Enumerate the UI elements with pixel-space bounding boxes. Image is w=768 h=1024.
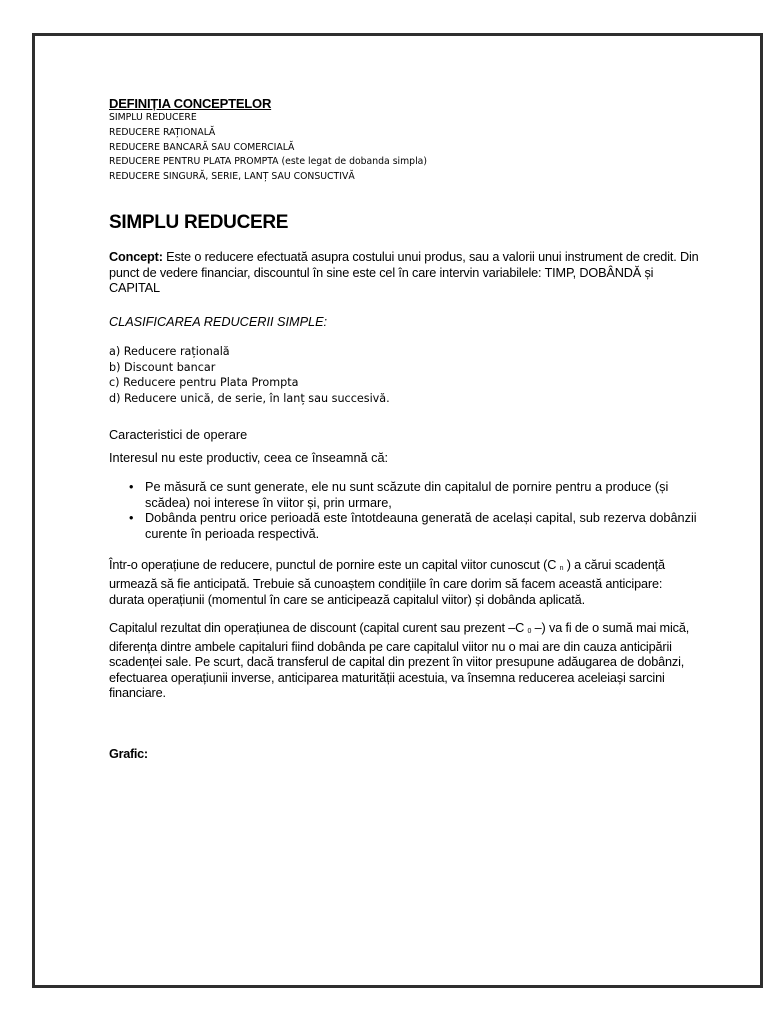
subscript: n [559,565,564,573]
paragraph-present-capital [109,621,699,702]
section-title: SIMPLU REDUCERE [109,211,289,233]
document-page [32,33,763,988]
concept-text: Este o reducere efectuată asupra costului unui produs, sau a valorii unui instrument de credit. Din punct de vedere financiar, discountul în sine este cel în care intervin variabilele: TIMP, DOBÂNDĂ și CAPITAL [109,249,699,296]
definitions-title: DEFINIȚIA CONCEPTELOR [109,96,272,111]
definition-item: REDUCERE RAȚIONALĂ [109,126,216,138]
definition-item: REDUCERE BANCARĂ SAU COMERCIALĂ [109,141,295,153]
paragraph-text: Într-o operațiune de reducere, punctul de pornire este un capital viitor cunoscut (C [109,558,557,573]
bullet-list [109,480,699,542]
document-content [109,96,699,762]
paragraph-text: ) a cărui scadență urmează să fie anticipată. Trebuie să cunoaștem condițiile în care dorim să facem această anticipare: durata operațiunii (momentul în care se anticipează capitalul viitor) și dobânda aplicată. [109,558,665,607]
subscript: 0 [527,628,532,636]
bullet-icon: • [129,479,134,494]
bullet-icon: • [129,511,134,526]
classification-list [109,344,699,407]
bullet-item [131,511,699,542]
operating-title: Caracteristici de operare [109,427,248,442]
concept-label: Concept: [109,249,163,264]
definitions-list [109,111,699,185]
concept-paragraph [109,250,699,297]
definition-item: REDUCERE PENTRU PLATA PROMPTA (este legat de dobanda simpla) [109,156,427,168]
paragraph-future-capital [109,558,699,608]
classification-item: b) Discount bancar [109,360,216,374]
bullet-text: Pe măsură ce sunt generate, ele nu sunt scăzute din capitalul de pornire pentru a produce (și scădea) noi interese în viitor și, prin urmare, [145,479,669,510]
paragraph-text: Capitalul rezultat din operațiunea de discount (capital curent sau prezent –C [109,621,525,636]
bullet-item [131,480,699,511]
definition-item: REDUCERE SINGURĂ, SERIE, LANȚ SAU CONSUCTIVĂ [109,171,355,183]
classification-item: d) Reducere unică, de serie, în lanț sau succesivă. [109,392,390,406]
bullet-text: Dobânda pentru orice perioadă este întotdeauna generată de același capital, sub rezerva dobânzii curente în perioada respectivă. [145,511,697,541]
graphic-label: Grafic: [109,747,148,762]
classification-item: c) Reducere pentru Plata Prompta [109,376,299,390]
definition-item: SIMPLU REDUCERE [109,112,197,123]
classification-title: CLASIFICAREA REDUCERII SIMPLE: [109,314,328,329]
interest-text: Interesul nu este productiv, ceea ce înseamnă că: [109,450,389,465]
classification-item: a) Reducere rațională [109,344,230,358]
paragraph-text: –) va fi de o sumă mai mică, diferența dintre ambele capitaluri fiind dobânda pe care capitalul viitor nu o mai are din cauza anticipării scadenței sale. Pe scurt, dacă transferul de capital din prezent în viitor presupune adăugarea de dobânzi, efectuarea operațiunii inverse, anticiparea maturității acestuia, va însemna reducerea aceleiași sarcini financiare. [109,621,690,701]
